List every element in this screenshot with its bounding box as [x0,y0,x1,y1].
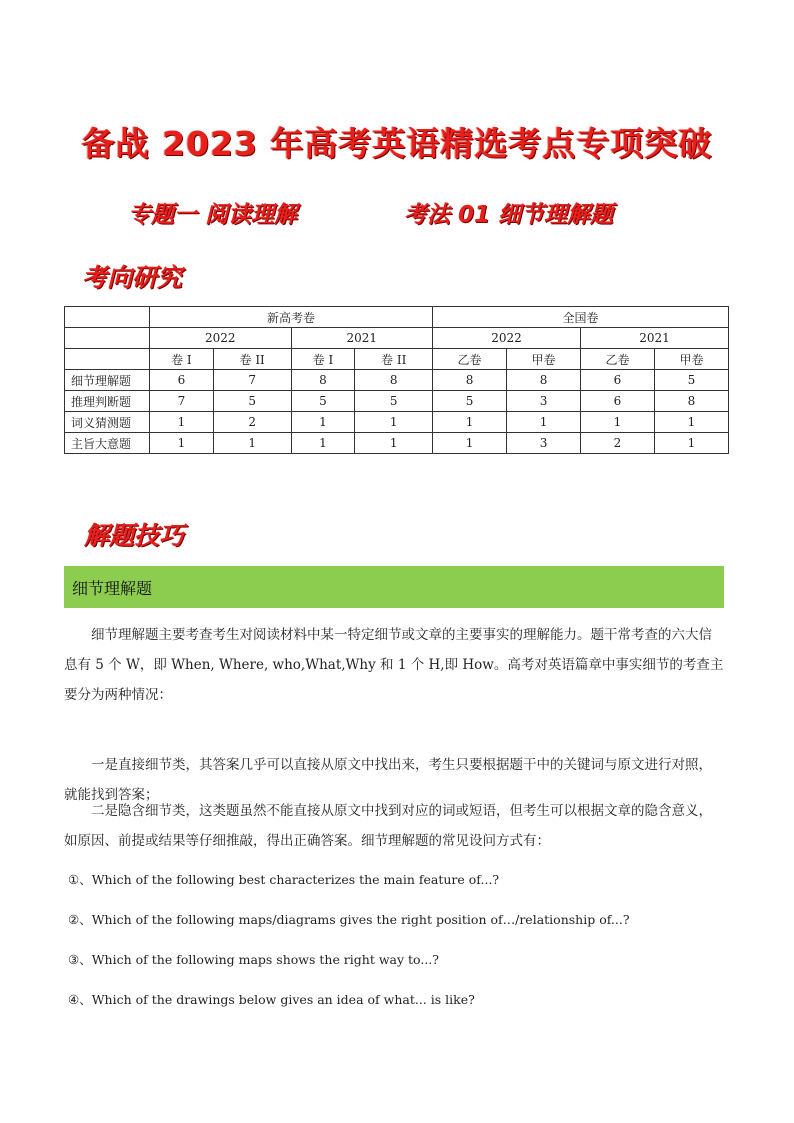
table-row [65,370,729,391]
table-cell: 8 [433,370,507,391]
table-cell: 5 [433,391,507,412]
row-label: 细节理解题 [65,370,150,391]
row-label: 词义猜测题 [65,412,150,433]
table-cell: 7 [150,391,214,412]
table-cell: 1 [150,433,214,454]
paper-header: 卷 II [355,349,433,370]
banner-title: 细节理解题 [72,579,153,598]
implied-detail-paragraph: 二是隐含细节类，这类题虽然不能直接从原文中找到对应的词或短语，但考生可以根据文章的隐含意义，如原因、前提或结果等仔细推敲，得出正确答案。细节理解题的常见设问方式有： [64,803,712,849]
table-cell: 8 [355,370,433,391]
table-cell: 6 [581,370,655,391]
year-header: 2021 [581,328,729,349]
detail-question-banner [64,566,724,608]
table-cell: 8 [654,391,728,412]
table-cell: 6 [150,370,214,391]
row-label: 主旨大意题 [65,433,150,454]
table-cell: 1 [355,412,433,433]
table-cell: 1 [433,433,507,454]
table-row [65,433,729,454]
table-cell: 1 [654,412,728,433]
paper-header: 乙卷 [581,349,655,370]
paper-header: 卷 I [150,349,214,370]
table-cell: 3 [507,433,581,454]
group-header: 新高考卷 [150,307,433,328]
group-header: 全国卷 [433,307,729,328]
table-corner-cell [65,349,150,370]
direct-detail-paragraph: 一是直接细节类，其答案几乎可以直接从原文中找出来，考生只要根据题干中的关键词与原文进行对照，就能找到答案； [64,757,712,803]
table-cell: 1 [507,412,581,433]
table-header-row [65,349,729,370]
paper-header: 卷 I [291,349,355,370]
question-pattern-4: ④、Which of the drawings below gives an idea of what... is like? [68,992,475,1007]
table-header-row [65,328,729,349]
topic-subtitle: 专题一 阅读理解 [128,202,298,228]
table-cell: 6 [581,391,655,412]
table-cell: 1 [213,433,291,454]
table-cell: 1 [291,433,355,454]
method-subtitle: 考法 01 细节理解题 [404,202,614,228]
table-corner-cell [65,307,150,328]
year-header: 2022 [433,328,581,349]
paper-header: 甲卷 [654,349,728,370]
table-cell: 3 [507,391,581,412]
table-row [65,391,729,412]
table-cell: 1 [150,412,214,433]
paper-header: 甲卷 [507,349,581,370]
year-header: 2021 [291,328,433,349]
table-cell: 5 [355,391,433,412]
section-heading-techniques: 解题技巧 [84,521,185,550]
row-label: 推理判断题 [65,391,150,412]
paper-header: 卷 II [213,349,291,370]
table-row [65,412,729,433]
table-cell: 2 [581,433,655,454]
table-corner-cell [65,328,150,349]
table-cell: 1 [654,433,728,454]
table-cell: 2 [213,412,291,433]
table-header-row [65,307,729,328]
table-cell: 7 [213,370,291,391]
table-cell: 1 [291,412,355,433]
table-cell: 5 [291,391,355,412]
paper-header: 乙卷 [433,349,507,370]
table-cell: 5 [213,391,291,412]
year-header: 2022 [150,328,292,349]
table-cell: 1 [433,412,507,433]
section-heading-research: 考向研究 [82,263,183,292]
exam-stats-table [64,306,729,454]
table-cell: 1 [355,433,433,454]
question-pattern-3: ③、Which of the following maps shows the right way to...? [68,952,439,967]
question-pattern-1: ①、Which of the following best characterizes the main feature of...? [68,872,500,887]
table-cell: 8 [507,370,581,391]
document-title: 备战 2023 年高考英语精选考点专项突破 [81,124,713,163]
table-cell: 8 [291,370,355,391]
table-cell: 1 [581,412,655,433]
intro-paragraph: 细节理解题主要考查考生对阅读材料中某一特定细节或文章的主要事实的理解能力。题干常考查的六大信息有 5 个 W，即 When, Where, who,What,Why 和 1 个 H,即 How。高考对英语篇章中事实细节的考查主要分为两种情况： [64,627,724,703]
table-cell: 5 [654,370,728,391]
question-pattern-2: ②、Which of the following maps/diagrams gives the right position of…/relationship of...? [68,912,630,927]
